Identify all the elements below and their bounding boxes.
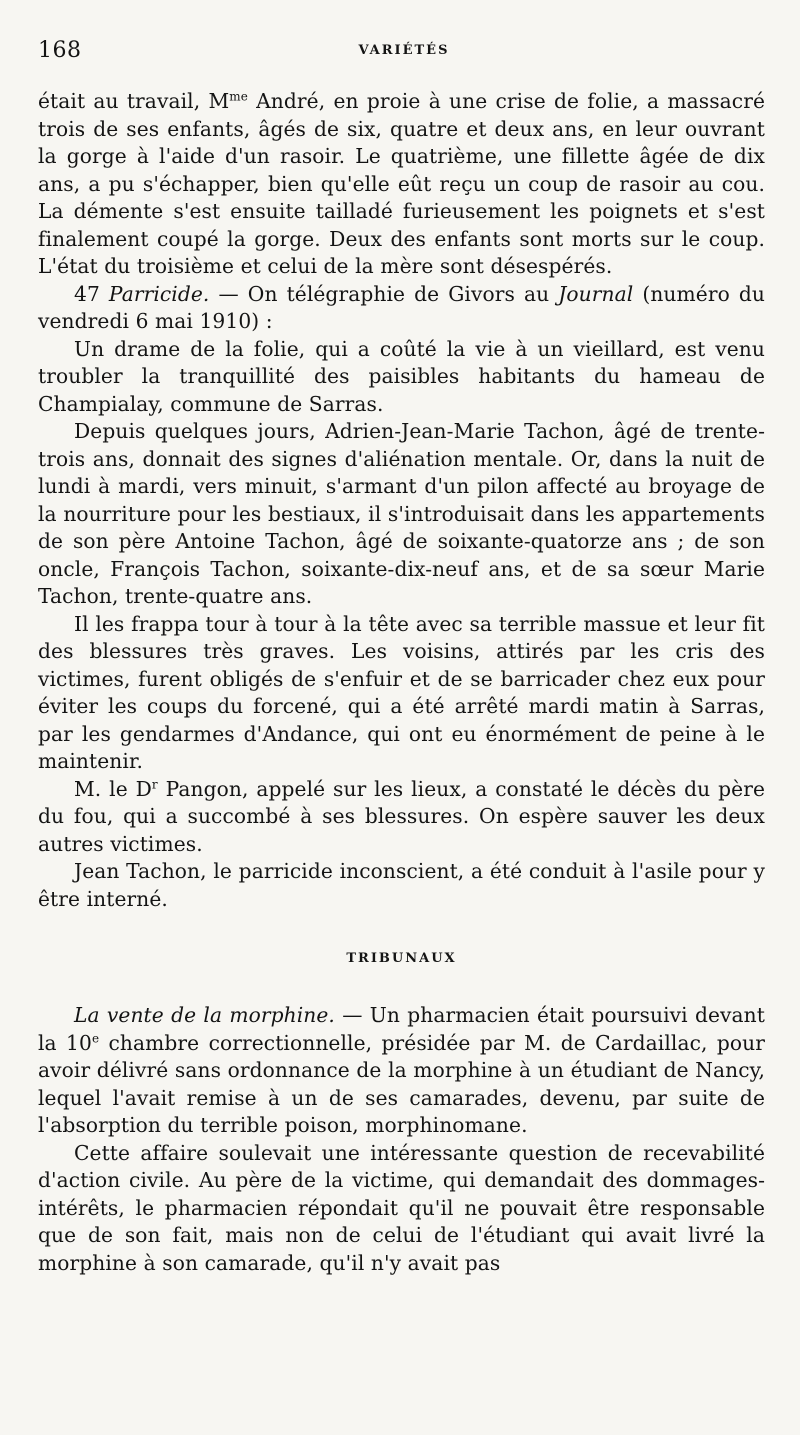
superscript: e [91, 1030, 100, 1045]
section-heading: TRIBUNAUX [346, 951, 457, 966]
text-span: — On télégraphie de Givors au [209, 281, 559, 306]
text-span: — Un pharmacien était poursuivi devant la 10 [38, 1003, 765, 1055]
page-body [38, 88, 765, 1277]
paragraph: Jean Tachon, le parricide inconscient, a été conduit à l'asile pour y être interné. [38, 859, 765, 911]
text-span: était au travail, M [38, 89, 230, 113]
entry-number: 47 [74, 281, 100, 306]
entry-47-heading [38, 281, 765, 336]
running-title: VARIÉTÉS [358, 43, 450, 58]
article-title: La vente de la morphine. [74, 1003, 335, 1027]
superscript: r [151, 776, 158, 791]
text-span: André, en proie à une crise de folie, a massacré trois de ses enfants, âgés de six, quatre et deux ans, en leur ouvrant la gorge à l'aide d'un rasoir. Le quatrième, une fillette âgée de dix ans, a pu s'échapper, bien qu'elle eût reçu un coup de rasoir au cou. La démente s'est ensuite tailladé furieusement les poignets et s'est finalement coupé la gorge. Deux des enfants sont morts sur le coup. L'état du troisième et celui de la mère sont désespérés. [38, 89, 765, 278]
text-span: M. le D [74, 776, 152, 801]
page-number: 168 [38, 38, 82, 63]
superscript: me [229, 89, 248, 104]
article-paragraph [38, 1002, 765, 1140]
paragraph: Il les frappa tour à tour à la tête avec sa terrible massue et leur fit des blessures très graves. Les voisins, attirés par les cris des victimes, furent obligés de s'enfuir et de se barricader chez eux pour éviter les coups du forcené, qui a été arrêté mardi matin à Sarras, par les gendarmes d'Andance, qui ont eu énormément de peine à le maintenir. [38, 611, 765, 773]
paragraph: Depuis quelques jours, Adrien-Jean-Marie Tachon, âgé de trente-trois ans, donnait des signes d'aliénation mentale. Or, dans la nuit de lundi à mardi, vers minuit, s'armant d'un pilon affecté au broyage de la nourriture pour les bestiaux, il s'introduisait dans les appartements de son père Antoine Tachon, âgé de soixante-quatorze ans ; de son oncle, François Tachon, soixante-dix-neuf ans, et de sa sœur Marie Tachon, trente-quatre ans. [38, 419, 765, 608]
paragraph-continuation [38, 88, 765, 281]
page-header [38, 38, 770, 68]
paragraph [38, 776, 765, 859]
paragraph: Cette affaire soulevait une intéressante question de recevabilité d'action civile. Au père de la victime, qui demandait des dommages-intérêts, le pharmacien répondait qu'il ne pouvait être responsable que de son fait, mais non de celui de l'étudiant qui avait livré la morphine à son camarade, qu'il n'y avait pas [38, 1140, 765, 1275]
paragraph: Un drame de la folie, qui a coûté la vie à un vieillard, est venu troubler la tranquillité des paisibles habitants du hameau de Champialay, commune de Sarras. [38, 336, 765, 416]
text-span: (numéro du vendredi 6 mai 1910) : [38, 281, 765, 333]
journal-name: Journal [558, 281, 634, 306]
text-span: chambre correctionnelle, présidée par M. de Cardaillac, pour avoir délivré sans ordonnance de la morphine à un étudiant de Nancy, lequel l'avait remise à un de ses camarades, devenu, par suite de l'absorption du terrible poison, morphinomane. [38, 1030, 765, 1137]
text-span: Pangon, appelé sur les lieux, a constaté le décès du père du fou, qui a succombé à ses blessures. On espère sauver les deux autres victimes. [38, 776, 766, 856]
entry-title: Parricide. [108, 281, 210, 306]
